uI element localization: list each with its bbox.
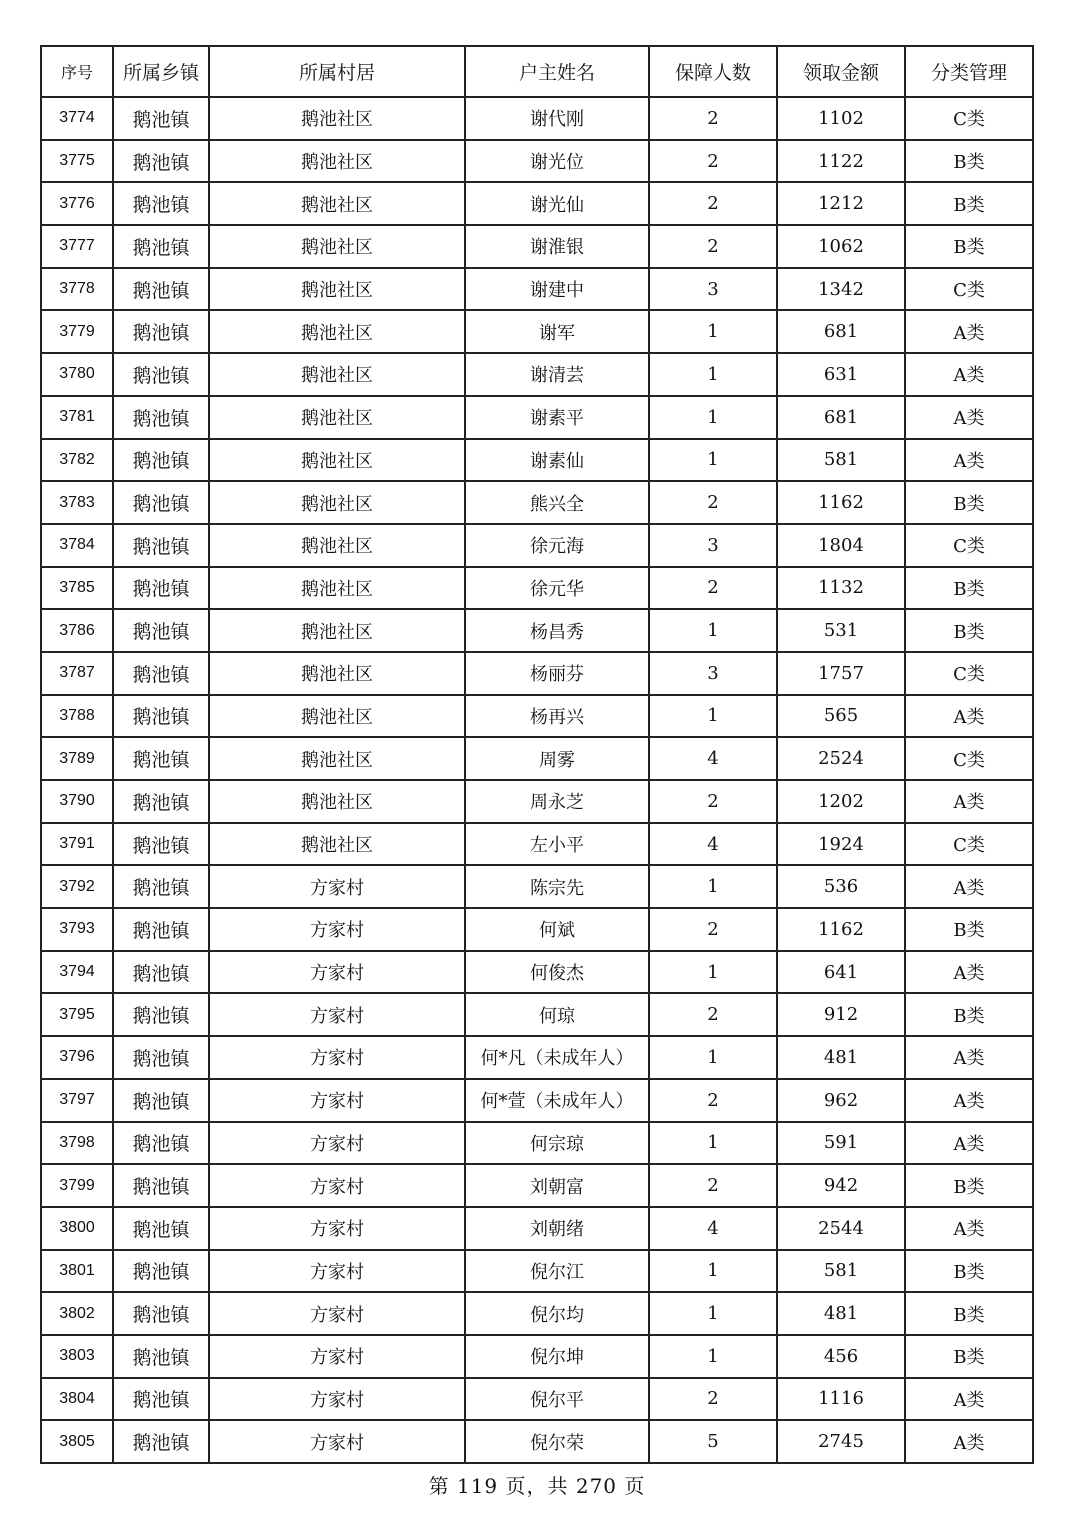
cell-householder-name: 徐元华 <box>465 567 649 610</box>
cell-category: A类 <box>905 1036 1033 1079</box>
cell-township: 鹅池镇 <box>113 310 209 353</box>
cell-covered-persons: 2 <box>649 567 777 610</box>
cell-householder-name: 何琼 <box>465 993 649 1036</box>
cell-covered-persons: 3 <box>649 268 777 311</box>
cell-township: 鹅池镇 <box>113 140 209 183</box>
cell-township: 鹅池镇 <box>113 1164 209 1207</box>
cell-township: 鹅池镇 <box>113 1207 209 1250</box>
cell-serial-no: 3778 <box>41 268 113 311</box>
cell-village: 方家村 <box>209 1207 465 1250</box>
cell-serial-no: 3779 <box>41 310 113 353</box>
cell-covered-persons: 1 <box>649 1335 777 1378</box>
table-row <box>41 823 1033 866</box>
cell-householder-name: 杨昌秀 <box>465 609 649 652</box>
cell-serial-no: 3775 <box>41 140 113 183</box>
header-serial-no: 序号 <box>41 46 113 97</box>
table-row <box>41 865 1033 908</box>
cell-covered-persons: 2 <box>649 1164 777 1207</box>
cell-township: 鹅池镇 <box>113 1079 209 1122</box>
cell-covered-persons: 1 <box>649 1292 777 1335</box>
cell-serial-no: 3774 <box>41 97 113 140</box>
cell-township: 鹅池镇 <box>113 567 209 610</box>
cell-householder-name: 何*凡（未成年人） <box>465 1036 649 1079</box>
cell-covered-persons: 2 <box>649 780 777 823</box>
table-row <box>41 1036 1033 1079</box>
cell-serial-no: 3791 <box>41 823 113 866</box>
cell-covered-persons: 2 <box>649 1079 777 1122</box>
cell-category: B类 <box>905 140 1033 183</box>
cell-village: 方家村 <box>209 908 465 951</box>
table-row <box>41 396 1033 439</box>
cell-township: 鹅池镇 <box>113 1335 209 1378</box>
cell-amount: 481 <box>777 1036 905 1079</box>
cell-covered-persons: 3 <box>649 652 777 695</box>
cell-village: 鹅池社区 <box>209 140 465 183</box>
cell-householder-name: 左小平 <box>465 823 649 866</box>
cell-village: 鹅池社区 <box>209 182 465 225</box>
cell-covered-persons: 3 <box>649 524 777 567</box>
cell-serial-no: 3793 <box>41 908 113 951</box>
cell-township: 鹅池镇 <box>113 396 209 439</box>
cell-category: B类 <box>905 1164 1033 1207</box>
cell-serial-no: 3798 <box>41 1122 113 1165</box>
cell-township: 鹅池镇 <box>113 481 209 524</box>
cell-township: 鹅池镇 <box>113 609 209 652</box>
cell-category: B类 <box>905 481 1033 524</box>
table-row <box>41 268 1033 311</box>
cell-householder-name: 陈宗先 <box>465 865 649 908</box>
cell-householder-name: 倪尔荣 <box>465 1420 649 1463</box>
cell-covered-persons: 1 <box>649 1250 777 1293</box>
cell-category: A类 <box>905 1207 1033 1250</box>
cell-category: A类 <box>905 865 1033 908</box>
cell-covered-persons: 4 <box>649 1207 777 1250</box>
table-row <box>41 652 1033 695</box>
cell-township: 鹅池镇 <box>113 439 209 482</box>
cell-serial-no: 3788 <box>41 695 113 738</box>
cell-covered-persons: 4 <box>649 823 777 866</box>
table-row <box>41 1164 1033 1207</box>
cell-serial-no: 3787 <box>41 652 113 695</box>
cell-amount: 531 <box>777 609 905 652</box>
cell-serial-no: 3797 <box>41 1079 113 1122</box>
cell-village: 鹅池社区 <box>209 439 465 482</box>
table-row <box>41 609 1033 652</box>
cell-village: 鹅池社区 <box>209 609 465 652</box>
table-row <box>41 353 1033 396</box>
table-row <box>41 97 1033 140</box>
cell-village: 方家村 <box>209 1036 465 1079</box>
cell-township: 鹅池镇 <box>113 1122 209 1165</box>
cell-village: 鹅池社区 <box>209 823 465 866</box>
cell-covered-persons: 4 <box>649 737 777 780</box>
header-amount: 领取金额 <box>777 46 905 97</box>
cell-householder-name: 何俊杰 <box>465 951 649 994</box>
cell-village: 鹅池社区 <box>209 524 465 567</box>
cell-covered-persons: 1 <box>649 1122 777 1165</box>
cell-serial-no: 3781 <box>41 396 113 439</box>
cell-serial-no: 3790 <box>41 780 113 823</box>
cell-amount: 912 <box>777 993 905 1036</box>
cell-township: 鹅池镇 <box>113 993 209 1036</box>
cell-category: A类 <box>905 1122 1033 1165</box>
cell-covered-persons: 1 <box>649 439 777 482</box>
cell-covered-persons: 1 <box>649 951 777 994</box>
cell-category: A类 <box>905 1420 1033 1463</box>
table-row <box>41 140 1033 183</box>
cell-category: C类 <box>905 823 1033 866</box>
cell-category: A类 <box>905 1378 1033 1421</box>
cell-village: 鹅池社区 <box>209 567 465 610</box>
cell-amount: 681 <box>777 396 905 439</box>
cell-village: 方家村 <box>209 1250 465 1293</box>
cell-serial-no: 3803 <box>41 1335 113 1378</box>
table-row <box>41 1122 1033 1165</box>
cell-householder-name: 周雾 <box>465 737 649 780</box>
cell-township: 鹅池镇 <box>113 737 209 780</box>
cell-serial-no: 3804 <box>41 1378 113 1421</box>
cell-householder-name: 倪尔江 <box>465 1250 649 1293</box>
cell-village: 鹅池社区 <box>209 396 465 439</box>
cell-category: B类 <box>905 182 1033 225</box>
cell-amount: 1162 <box>777 481 905 524</box>
cell-village: 鹅池社区 <box>209 97 465 140</box>
cell-village: 方家村 <box>209 1079 465 1122</box>
cell-township: 鹅池镇 <box>113 353 209 396</box>
header-row <box>41 46 1033 97</box>
cell-amount: 631 <box>777 353 905 396</box>
cell-serial-no: 3795 <box>41 993 113 1036</box>
cell-category: B类 <box>905 908 1033 951</box>
cell-covered-persons: 1 <box>649 609 777 652</box>
cell-village: 方家村 <box>209 1292 465 1335</box>
cell-township: 鹅池镇 <box>113 1036 209 1079</box>
cell-householder-name: 谢建中 <box>465 268 649 311</box>
cell-covered-persons: 1 <box>649 353 777 396</box>
cell-covered-persons: 2 <box>649 182 777 225</box>
cell-amount: 1804 <box>777 524 905 567</box>
cell-amount: 1132 <box>777 567 905 610</box>
cell-category: B类 <box>905 567 1033 610</box>
cell-amount: 2745 <box>777 1420 905 1463</box>
cell-householder-name: 何斌 <box>465 908 649 951</box>
cell-covered-persons: 2 <box>649 993 777 1036</box>
table-row <box>41 481 1033 524</box>
cell-category: A类 <box>905 353 1033 396</box>
cell-householder-name: 何*萱（未成年人） <box>465 1079 649 1122</box>
cell-householder-name: 何宗琼 <box>465 1122 649 1165</box>
table-row <box>41 1079 1033 1122</box>
cell-amount: 565 <box>777 695 905 738</box>
table-row <box>41 182 1033 225</box>
table-row <box>41 951 1033 994</box>
cell-covered-persons: 2 <box>649 1378 777 1421</box>
cell-serial-no: 3801 <box>41 1250 113 1293</box>
cell-village: 方家村 <box>209 1378 465 1421</box>
cell-village: 方家村 <box>209 1122 465 1165</box>
cell-serial-no: 3792 <box>41 865 113 908</box>
cell-householder-name: 杨再兴 <box>465 695 649 738</box>
cell-householder-name: 谢光仙 <box>465 182 649 225</box>
cell-serial-no: 3777 <box>41 225 113 268</box>
header-covered-persons: 保障人数 <box>649 46 777 97</box>
cell-category: A类 <box>905 1079 1033 1122</box>
cell-serial-no: 3776 <box>41 182 113 225</box>
cell-covered-persons: 5 <box>649 1420 777 1463</box>
cell-amount: 481 <box>777 1292 905 1335</box>
cell-householder-name: 倪尔坤 <box>465 1335 649 1378</box>
cell-householder-name: 刘朝绪 <box>465 1207 649 1250</box>
cell-serial-no: 3799 <box>41 1164 113 1207</box>
table-row <box>41 524 1033 567</box>
cell-serial-no: 3800 <box>41 1207 113 1250</box>
cell-amount: 1122 <box>777 140 905 183</box>
cell-amount: 1062 <box>777 225 905 268</box>
cell-amount: 1102 <box>777 97 905 140</box>
cell-serial-no: 3805 <box>41 1420 113 1463</box>
cell-householder-name: 谢军 <box>465 310 649 353</box>
cell-householder-name: 倪尔均 <box>465 1292 649 1335</box>
cell-category: B类 <box>905 1250 1033 1293</box>
cell-householder-name: 谢代刚 <box>465 97 649 140</box>
cell-category: A类 <box>905 780 1033 823</box>
cell-township: 鹅池镇 <box>113 97 209 140</box>
table-row <box>41 1250 1033 1293</box>
cell-amount: 962 <box>777 1079 905 1122</box>
cell-amount: 456 <box>777 1335 905 1378</box>
cell-serial-no: 3783 <box>41 481 113 524</box>
table-row <box>41 1335 1033 1378</box>
cell-amount: 1342 <box>777 268 905 311</box>
cell-householder-name: 熊兴全 <box>465 481 649 524</box>
cell-amount: 1162 <box>777 908 905 951</box>
cell-category: B类 <box>905 1335 1033 1378</box>
cell-category: C类 <box>905 97 1033 140</box>
table-row <box>41 908 1033 951</box>
table-row <box>41 439 1033 482</box>
cell-serial-no: 3785 <box>41 567 113 610</box>
cell-amount: 591 <box>777 1122 905 1165</box>
cell-category: A类 <box>905 439 1033 482</box>
cell-serial-no: 3786 <box>41 609 113 652</box>
cell-serial-no: 3802 <box>41 1292 113 1335</box>
table-row <box>41 737 1033 780</box>
cell-amount: 1202 <box>777 780 905 823</box>
cell-amount: 942 <box>777 1164 905 1207</box>
cell-township: 鹅池镇 <box>113 695 209 738</box>
cell-category: C类 <box>905 524 1033 567</box>
cell-township: 鹅池镇 <box>113 268 209 311</box>
cell-serial-no: 3784 <box>41 524 113 567</box>
cell-township: 鹅池镇 <box>113 652 209 695</box>
cell-householder-name: 杨丽芬 <box>465 652 649 695</box>
cell-township: 鹅池镇 <box>113 780 209 823</box>
cell-township: 鹅池镇 <box>113 823 209 866</box>
cell-township: 鹅池镇 <box>113 1378 209 1421</box>
header-category: 分类管理 <box>905 46 1033 97</box>
cell-category: B类 <box>905 609 1033 652</box>
cell-village: 方家村 <box>209 951 465 994</box>
cell-category: B类 <box>905 1292 1033 1335</box>
cell-covered-persons: 1 <box>649 865 777 908</box>
cell-amount: 1757 <box>777 652 905 695</box>
cell-householder-name: 谢淮银 <box>465 225 649 268</box>
table-row <box>41 1420 1033 1463</box>
cell-serial-no: 3789 <box>41 737 113 780</box>
cell-township: 鹅池镇 <box>113 908 209 951</box>
cell-covered-persons: 2 <box>649 481 777 524</box>
page-footer: 第 119 页，共 270 页 <box>428 1474 646 1498</box>
cell-category: A类 <box>905 396 1033 439</box>
cell-householder-name: 徐元海 <box>465 524 649 567</box>
cell-amount: 681 <box>777 310 905 353</box>
cell-householder-name: 谢素仙 <box>465 439 649 482</box>
table-row <box>41 225 1033 268</box>
cell-householder-name: 谢清芸 <box>465 353 649 396</box>
cell-township: 鹅池镇 <box>113 1250 209 1293</box>
cell-category: B类 <box>905 225 1033 268</box>
cell-category: C类 <box>905 652 1033 695</box>
relief-roster-table <box>40 45 1034 1464</box>
cell-village: 鹅池社区 <box>209 695 465 738</box>
cell-householder-name: 周永芝 <box>465 780 649 823</box>
cell-village: 方家村 <box>209 993 465 1036</box>
cell-village: 方家村 <box>209 865 465 908</box>
cell-covered-persons: 2 <box>649 225 777 268</box>
cell-covered-persons: 2 <box>649 140 777 183</box>
cell-category: A类 <box>905 695 1033 738</box>
table-row <box>41 1292 1033 1335</box>
table-row <box>41 1207 1033 1250</box>
cell-township: 鹅池镇 <box>113 182 209 225</box>
table-row <box>41 993 1033 1036</box>
cell-serial-no: 3780 <box>41 353 113 396</box>
cell-amount: 641 <box>777 951 905 994</box>
cell-amount: 2524 <box>777 737 905 780</box>
cell-township: 鹅池镇 <box>113 865 209 908</box>
cell-village: 鹅池社区 <box>209 481 465 524</box>
cell-category: A类 <box>905 951 1033 994</box>
cell-category: C类 <box>905 268 1033 311</box>
cell-village: 鹅池社区 <box>209 780 465 823</box>
cell-village: 鹅池社区 <box>209 310 465 353</box>
cell-covered-persons: 1 <box>649 1036 777 1079</box>
cell-village: 鹅池社区 <box>209 737 465 780</box>
cell-township: 鹅池镇 <box>113 524 209 567</box>
cell-householder-name: 倪尔平 <box>465 1378 649 1421</box>
cell-householder-name: 谢光位 <box>465 140 649 183</box>
cell-township: 鹅池镇 <box>113 225 209 268</box>
cell-amount: 2544 <box>777 1207 905 1250</box>
cell-village: 方家村 <box>209 1420 465 1463</box>
cell-householder-name: 谢素平 <box>465 396 649 439</box>
cell-amount: 581 <box>777 439 905 482</box>
cell-covered-persons: 1 <box>649 695 777 738</box>
table-row <box>41 695 1033 738</box>
header-township: 所属乡镇 <box>113 46 209 97</box>
cell-covered-persons: 2 <box>649 908 777 951</box>
table-row <box>41 567 1033 610</box>
cell-amount: 536 <box>777 865 905 908</box>
cell-serial-no: 3794 <box>41 951 113 994</box>
cell-category: B类 <box>905 993 1033 1036</box>
cell-category: A类 <box>905 310 1033 353</box>
cell-category: C类 <box>905 737 1033 780</box>
cell-amount: 1212 <box>777 182 905 225</box>
cell-serial-no: 3796 <box>41 1036 113 1079</box>
cell-householder-name: 刘朝富 <box>465 1164 649 1207</box>
cell-amount: 1116 <box>777 1378 905 1421</box>
table-row <box>41 780 1033 823</box>
cell-serial-no: 3782 <box>41 439 113 482</box>
table-body <box>41 97 1033 1463</box>
cell-village: 方家村 <box>209 1335 465 1378</box>
header-householder-name: 户主姓名 <box>465 46 649 97</box>
cell-township: 鹅池镇 <box>113 1420 209 1463</box>
table-row <box>41 1378 1033 1421</box>
cell-covered-persons: 1 <box>649 310 777 353</box>
cell-covered-persons: 1 <box>649 396 777 439</box>
cell-village: 鹅池社区 <box>209 353 465 396</box>
cell-township: 鹅池镇 <box>113 1292 209 1335</box>
cell-township: 鹅池镇 <box>113 951 209 994</box>
table-row <box>41 310 1033 353</box>
cell-village: 鹅池社区 <box>209 268 465 311</box>
cell-amount: 1924 <box>777 823 905 866</box>
cell-village: 鹅池社区 <box>209 652 465 695</box>
cell-village: 鹅池社区 <box>209 225 465 268</box>
cell-covered-persons: 2 <box>649 97 777 140</box>
cell-village: 方家村 <box>209 1164 465 1207</box>
header-village: 所属村居 <box>209 46 465 97</box>
cell-amount: 581 <box>777 1250 905 1293</box>
